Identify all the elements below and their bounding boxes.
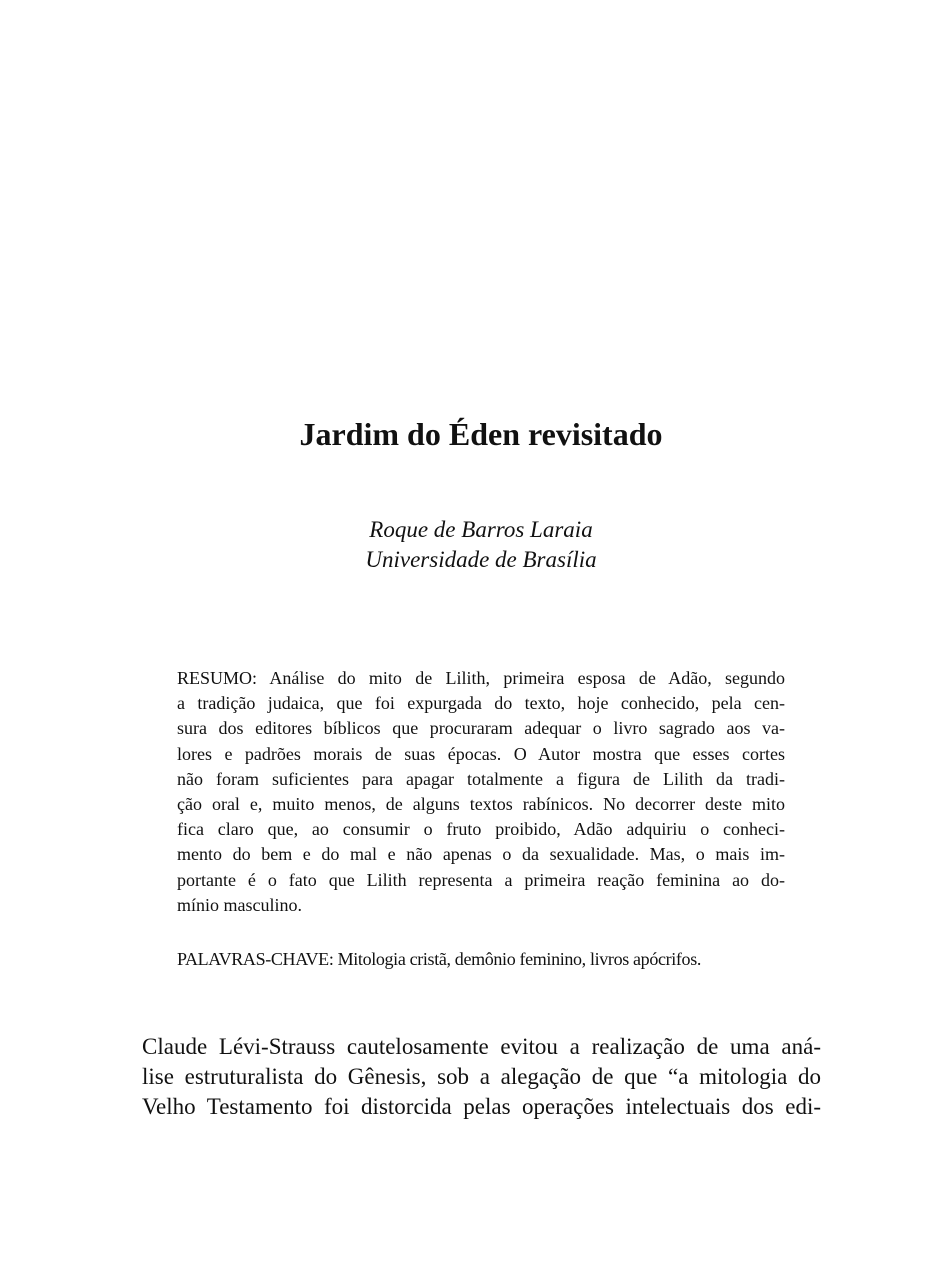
abstract-line: mínio masculino. (177, 894, 302, 915)
article-title: Jardim do Éden revisitado (299, 416, 663, 452)
abstract-line: fica claro que, ao consumir o fruto proibido, Adão adquiriu o conheci- (177, 819, 785, 840)
author-block (0, 515, 940, 575)
abstract-line: portante é o fato que Lilith representa a primeira reação feminina ao do- (177, 869, 785, 890)
body-line: lise estruturalista do Gênesis, sob a alegação de que “a mitologia do (142, 1064, 821, 1089)
abstract-line: a tradição judaica, que foi expurgada do texto, hoje conhecido, pela cen- (177, 693, 785, 714)
abstract-line: não foram suficientes para apagar totalmente a figura de Lilith da tradi- (177, 768, 785, 789)
body-line: Claude Lévi-Strauss cautelosamente evitou a realização de uma aná- (142, 1034, 821, 1059)
abstract (177, 666, 785, 918)
abstract-line: sura dos editores bíblicos que procuraram adequar o livro sagrado aos va- (177, 718, 785, 739)
body-paragraph (142, 1032, 821, 1122)
abstract-line: lores e padrões morais de suas épocas. O Autor mostra que esses cortes (177, 743, 785, 764)
abstract-line: ção oral e, muito menos, de alguns textos rabínicos. No decorrer deste mito (177, 793, 785, 814)
abstract-line: RESUMO: Análise do mito de Lilith, primeira esposa de Adão, segundo (177, 668, 785, 688)
author-affiliation: Universidade de Brasília (365, 547, 597, 572)
body-line: Velho Testamento foi distorcida pelas operações intelectuais dos edi- (142, 1094, 821, 1119)
author-name: Roque de Barros Laraia (369, 517, 593, 542)
keywords: PALAVRAS-CHAVE: Mitologia cristã, demônio feminino, livros apócrifos. (177, 949, 701, 969)
abstract-line: mento do bem e do mal e não apenas o da sexualidade. Mas, o mais im- (177, 844, 785, 865)
